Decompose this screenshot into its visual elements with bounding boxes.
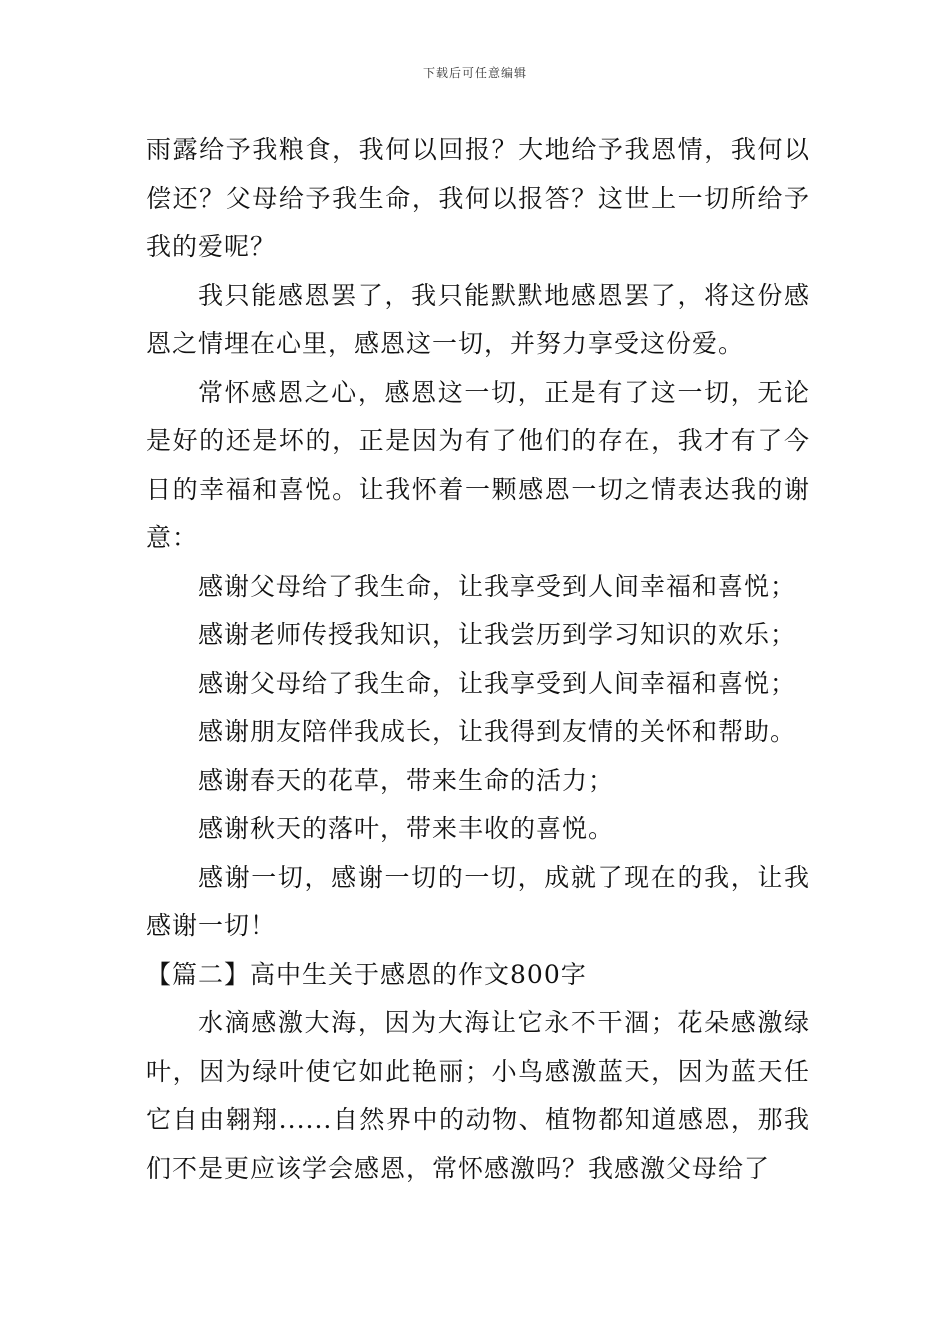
document-body xyxy=(146,126,810,1193)
thanks-line-5: 感谢春天的花草，带来生命的活力； xyxy=(198,765,615,795)
paragraph-3: 常怀感恩之心，感恩这一切，正是有了这一切，无论是好的还是坏的，正是因为有了他们的存在，我才有了今日的幸福和喜悦。让我怀着一颗感恩一切之情表达我的谢意： xyxy=(146,377,810,552)
paragraph-2: 我只能感恩罢了，我只能默默地感恩罢了，将这份感恩之情埋在心里，感恩这一切，并努力享受这份爱。 xyxy=(146,280,810,358)
thanks-line-2: 感谢老师传授我知识，让我尝历到学习知识的欢乐； xyxy=(198,620,797,649)
paragraph-closing: 感谢一切，感谢一切的一切，成就了现在的我，让我感谢一切！ xyxy=(146,862,810,940)
page-header-note: 下载后可任意编辑 xyxy=(422,66,527,80)
paragraph-1: 雨露给予我粮食，我何以回报？大地给予我恩情，我何以偿还？父母给予我生命，我何以报答？这世上一切所给予我的爱呢？ xyxy=(146,135,810,261)
paragraph-section2-1: 水滴感激大海，因为大海让它永不干涸；花朵感激绿叶，因为绿叶使它如此艳丽；小鸟感激蓝天，因为蓝天任它自由翱翔......自然界中的动物、植物都知道感恩，那我们不是更应该学会感恩，常怀感激吗？我感激父母给了 xyxy=(146,1008,810,1183)
section-heading: 【篇二】高中生关于感恩的作文800字 xyxy=(146,959,587,989)
thanks-line-3: 感谢父母给了我生命，让我享受到人间幸福和喜悦； xyxy=(198,668,797,698)
thanks-line-6: 感谢秋天的落叶，带来丰收的喜悦。 xyxy=(198,814,615,843)
thanks-line-4: 感谢朋友陪伴我成长，让我得到友情的关怀和帮助。 xyxy=(198,717,797,746)
thanks-line-1: 感谢父母给了我生命，让我享受到人间幸福和喜悦； xyxy=(198,571,797,601)
